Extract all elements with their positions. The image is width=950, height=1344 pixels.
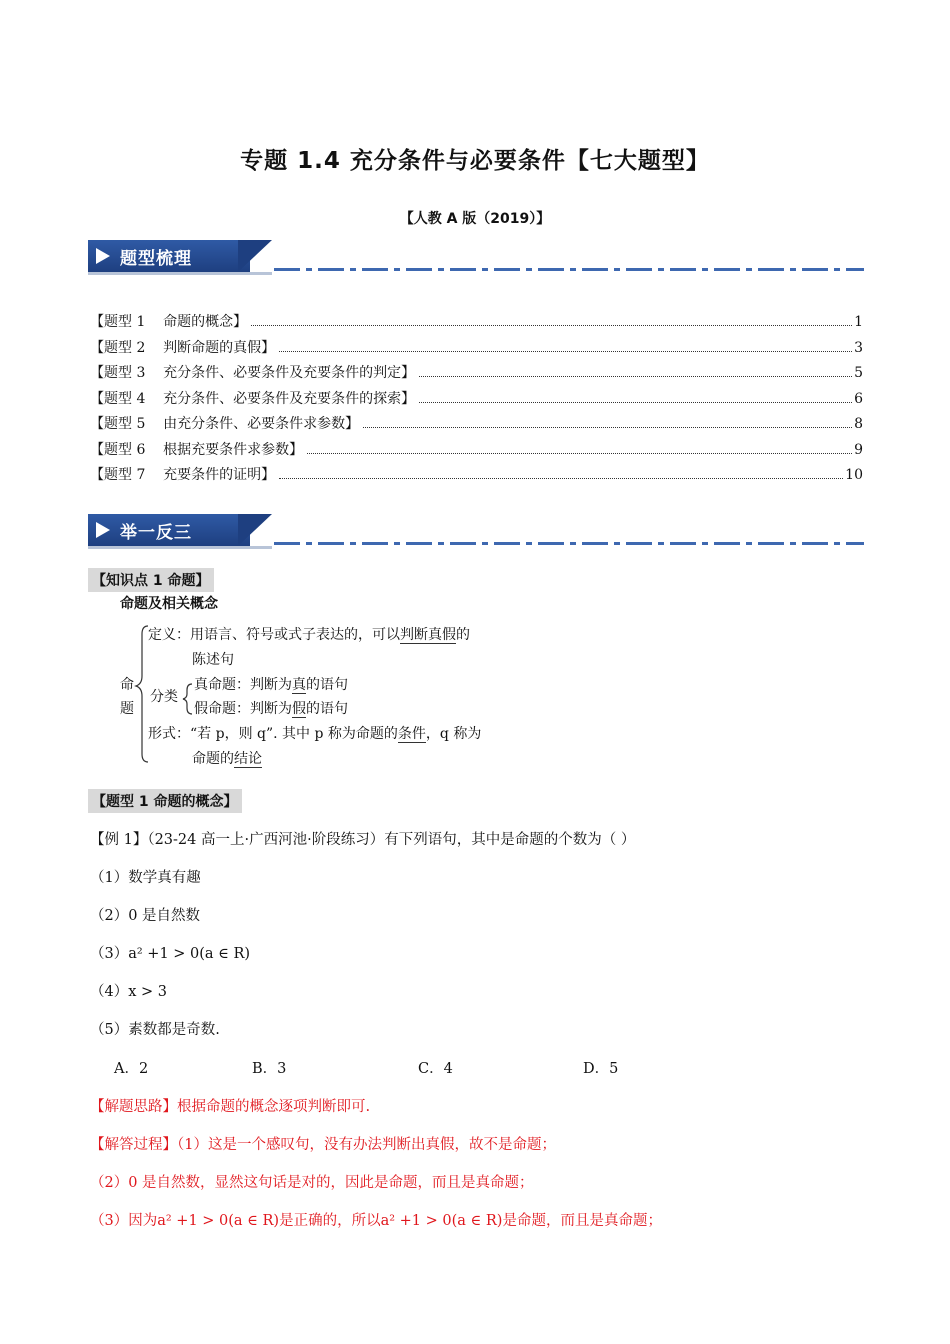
solution-process: 【解答过程】（1）这是一个感叹句，没有办法判断出真假，故不是命题； <box>90 1137 556 1153</box>
root-char: 题 <box>120 701 134 717</box>
toc-item[interactable]: 【题型 5 由充分条件、必要条件求参数】 8 <box>90 416 863 432</box>
section-banner-overview <box>88 240 864 280</box>
dashed-divider <box>274 268 864 271</box>
banner-label: 题型梳理 <box>120 249 192 269</box>
option-d[interactable]: D．5 <box>583 1061 619 1077</box>
page-title: 专题 1.4 充分条件与必要条件【七大题型】 <box>240 148 710 174</box>
toc-page: 9 <box>854 441 863 458</box>
option-b[interactable]: B．3 <box>252 1061 287 1077</box>
toc-item[interactable]: 【题型 3 充分条件、必要条件及充要条件的判定】 5 <box>90 365 863 381</box>
concept-diagram <box>114 620 534 770</box>
form-line-2: 命题的结论 <box>192 751 262 767</box>
toc-page: 1 <box>854 314 863 330</box>
statement-item: （2）0 是自然数 <box>90 908 201 924</box>
section-banner-examples <box>88 514 864 554</box>
option-c[interactable]: C．4 <box>418 1061 453 1077</box>
true-proposition: 真命题：判断为真的语句 <box>194 677 348 693</box>
false-proposition: 假命题：判断为假的语句 <box>194 701 348 717</box>
dashed-divider <box>274 542 864 545</box>
option-a[interactable]: A．2 <box>114 1061 149 1077</box>
definition-line: 定义：用语言、符号或式子表达的，可以判断真假的 <box>148 627 470 643</box>
classification-label: 分类 <box>150 689 178 705</box>
toc-page: 3 <box>854 339 863 356</box>
toc-page: 8 <box>854 416 863 432</box>
statement-item: （3）a² +1 > 0(a ∈ R) <box>90 946 251 962</box>
solution-step: （2）0 是自然数，显然这句话是对的，因此是命题，而且是真命题； <box>90 1175 534 1191</box>
toc-item[interactable]: 【题型 7 充要条件的证明】 10 <box>90 467 863 483</box>
root-char: 命 <box>120 677 134 693</box>
form-line: 形式：“若 p，则 q”. 其中 p 称为命题的条件，q 称为 <box>148 726 482 742</box>
play-arrow-icon <box>96 522 110 538</box>
knowledge-subtitle: 命题及相关概念 <box>120 596 218 612</box>
knowledge-point-tag: 【知识点 1 命题】 <box>88 568 214 592</box>
play-arrow-icon <box>96 248 110 264</box>
toc-page: 10 <box>845 467 863 483</box>
toc-page: 5 <box>854 365 863 381</box>
solution-step: （3）因为a² +1 > 0(a ∈ R)是正确的，所以a² +1 > 0(a ∈ R)是命题，而且是真命题； <box>90 1213 662 1229</box>
toc-item[interactable]: 【题型 1 命题的概念】 1 <box>90 314 863 330</box>
question-type-tag: 【题型 1 命题的概念】 <box>88 789 242 813</box>
toc-page: 6 <box>854 390 863 407</box>
toc-item[interactable]: 【题型 6 根据充要条件求参数】 9 <box>90 441 863 458</box>
solution-idea: 【解题思路】根据命题的概念逐项判断即可. <box>90 1099 371 1115</box>
example-heading: 【例 1】（23-24 高一上·广西河池·阶段练习）有下列语句，其中是命题的个数为（ ） <box>90 832 636 848</box>
table-of-contents <box>90 311 863 490</box>
definition-line-2: 陈述句 <box>192 652 234 668</box>
edition-subtitle: 【人教 A 版（2019）】 <box>399 211 551 227</box>
statement-item: （4）x > 3 <box>90 984 167 1000</box>
statement-item: （5）素数都是奇数. <box>90 1022 220 1038</box>
toc-item[interactable]: 【题型 2 判断命题的真假】 3 <box>90 339 863 356</box>
banner-label: 举一反三 <box>120 523 192 543</box>
toc-item[interactable]: 【题型 4 充分条件、必要条件及充要条件的探索】 6 <box>90 390 863 407</box>
statement-item: （1）数学真有趣 <box>90 870 201 886</box>
